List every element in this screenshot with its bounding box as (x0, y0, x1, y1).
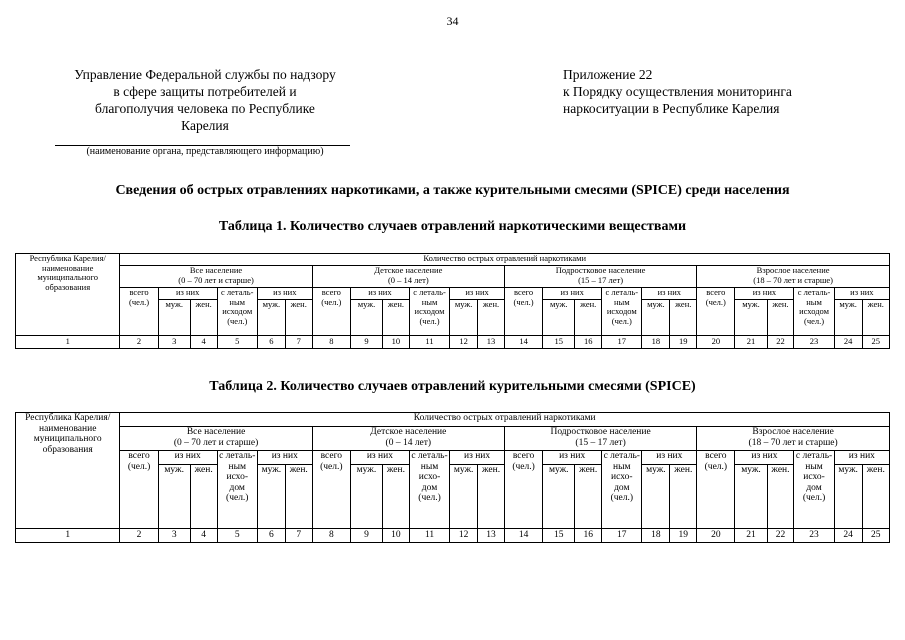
header-line: (чел.) (127, 461, 151, 472)
group-range: (0 – 70 лет и старше) (178, 274, 254, 285)
main-header: Количество острых отравлений наркотиками (120, 254, 890, 266)
female-header: жен. (285, 465, 312, 529)
female-header: жен. (575, 465, 602, 529)
group-header-children (312, 266, 504, 288)
column-number: 24 (834, 529, 862, 543)
header-line: исходом (799, 306, 830, 316)
header-line: наименование (42, 262, 94, 273)
total-header (504, 288, 542, 336)
lethal-header (602, 451, 642, 529)
header-line: ным (805, 461, 823, 472)
header-line: образования (45, 281, 91, 292)
column-number: 2 (120, 529, 158, 543)
column-number: 14 (504, 529, 542, 543)
header-line: (чел.) (610, 493, 633, 503)
of-them-header: из них (735, 451, 794, 465)
group-name: Детское население (374, 265, 443, 275)
group-name: Подростковое население (550, 427, 651, 437)
total-header (697, 288, 735, 336)
header-line: (чел.) (705, 296, 726, 307)
column-number: 19 (670, 336, 697, 349)
column-number: 6 (257, 529, 285, 543)
header-line: ным (613, 296, 630, 307)
header-line: исхо- (611, 472, 633, 482)
male-header: муж. (735, 300, 767, 336)
lethal-header (217, 288, 257, 336)
female-header: жен. (767, 465, 794, 529)
header-line: исходом (414, 306, 445, 316)
main-header: Количество острых отравлений наркотиками (120, 413, 890, 427)
male-header: муж. (642, 300, 670, 336)
header-line: муниципального (33, 434, 102, 444)
group-range: (0 – 14 лет) (385, 437, 432, 448)
header-line: (чел.) (226, 493, 249, 503)
group-name: Взрослое население (756, 265, 830, 275)
column-number: 13 (478, 336, 505, 349)
appendix-line: к Порядку осуществления мониторинга (563, 84, 792, 99)
column-number: 5 (217, 529, 257, 543)
header-line: всего (514, 287, 534, 297)
male-header: муж. (834, 465, 862, 529)
male-header: муж. (158, 300, 190, 336)
of-them-header: из них (543, 288, 602, 300)
header-line: (чел.) (512, 461, 535, 472)
group-header-teens (504, 427, 696, 451)
header-line: с леталь- (605, 287, 639, 297)
column-number: 13 (478, 529, 505, 543)
header-line: всего (128, 451, 150, 461)
header-line: (чел.) (129, 296, 150, 307)
column-number: 20 (697, 529, 735, 543)
lethal-header (794, 288, 834, 336)
column-number: 20 (697, 336, 735, 349)
male-header: муж. (450, 465, 478, 529)
header-line: исходом (606, 306, 637, 316)
total-header (697, 451, 735, 529)
column-number: 21 (735, 529, 767, 543)
header-line: всего (706, 287, 726, 297)
male-header: муж. (350, 465, 382, 529)
header-line: всего (321, 287, 341, 297)
header-line: дом (229, 482, 245, 493)
column-number: 15 (543, 336, 575, 349)
group-range: (18 – 70 лет и старше) (748, 437, 838, 448)
male-header: муж. (350, 300, 382, 336)
header-line: ным (229, 296, 246, 307)
column-number: 16 (575, 529, 602, 543)
header-line: с леталь- (603, 451, 640, 461)
header-line: с леталь- (219, 451, 256, 461)
male-header: муж. (735, 465, 767, 529)
column-number: 1 (16, 529, 120, 543)
table-2-title: Таблица 2. Количество случаев отравлений курительными смесями (SPICE) (209, 379, 696, 394)
header-line: (чел.) (804, 315, 825, 326)
header-line: дом (614, 482, 630, 493)
appendix-reference (563, 66, 883, 117)
column-number: 14 (504, 336, 542, 349)
group-name: Все население (189, 265, 243, 275)
column-number: 1 (16, 336, 120, 349)
column-number: 9 (350, 336, 382, 349)
group-name: Подростковое население (555, 265, 646, 275)
appendix-line: Приложение 22 (563, 67, 653, 82)
of-them-header: из них (257, 288, 312, 300)
total-header (312, 288, 350, 336)
female-header: жен. (285, 300, 312, 336)
lethal-header (409, 451, 449, 529)
header-line: (чел.) (611, 315, 632, 326)
group-header-teens (504, 266, 696, 288)
column-number: 22 (767, 336, 794, 349)
region-header (16, 413, 120, 529)
column-number: 23 (794, 529, 834, 543)
group-header-all (120, 266, 312, 288)
group-name: Взрослое население (752, 427, 834, 437)
total-header (120, 451, 158, 529)
of-them-header: из них (642, 451, 697, 465)
header-line: ным (228, 461, 246, 472)
group-header-all (120, 427, 312, 451)
header-line: (чел.) (227, 315, 248, 326)
header-line: всего (129, 287, 149, 297)
group-header-children (312, 427, 504, 451)
female-header: жен. (670, 465, 697, 529)
header-line: исхо- (418, 472, 441, 482)
organization-line: Управление Федеральной службы по надзору (74, 67, 336, 82)
of-them-header: из них (158, 451, 217, 465)
column-number: 4 (190, 529, 217, 543)
of-them-header: из них (543, 451, 602, 465)
of-them-header: из них (735, 288, 794, 300)
page-number: 34 (446, 14, 459, 28)
lethal-header (217, 451, 257, 529)
female-header: жен. (190, 465, 217, 529)
male-header: муж. (834, 300, 862, 336)
organization-line: благополучия человека по Республике (95, 101, 315, 116)
total-header (312, 451, 350, 529)
header-line: исходом (222, 306, 253, 316)
column-number: 7 (285, 336, 312, 349)
male-header: муж. (257, 300, 285, 336)
header-line: всего (512, 451, 535, 461)
header-line: с леталь- (413, 287, 446, 297)
column-number: 22 (767, 529, 794, 543)
group-header-adults (697, 266, 890, 288)
group-name: Детское население (370, 427, 447, 437)
column-number: 23 (794, 336, 834, 349)
of-them-header: из них (350, 451, 409, 465)
female-header: жен. (862, 465, 889, 529)
header-line: исхо- (226, 472, 248, 482)
header-line: (чел.) (704, 461, 728, 472)
group-header-adults (697, 427, 890, 451)
table-2 (15, 412, 890, 543)
header-line: (чел.) (513, 296, 534, 307)
column-number: 9 (350, 529, 382, 543)
header-line: (чел.) (320, 461, 343, 472)
of-them-header: из них (642, 288, 697, 300)
header-line: Республика Карелия/ (29, 253, 106, 263)
column-number: 17 (602, 336, 642, 349)
group-range: (0 – 70 лет и старше) (173, 437, 259, 448)
of-them-header: из них (834, 288, 889, 300)
header-line: всего (705, 451, 727, 461)
female-header: жен. (575, 300, 602, 336)
female-header: жен. (478, 465, 505, 529)
header-line: исхо- (803, 472, 825, 482)
male-header: муж. (158, 465, 190, 529)
column-number: 18 (642, 336, 670, 349)
column-number: 18 (642, 529, 670, 543)
organization-line: Карелия (181, 118, 229, 133)
of-them-header: из них (450, 451, 505, 465)
female-header: жен. (767, 300, 794, 336)
of-them-header: из них (450, 288, 505, 300)
column-number: 10 (382, 529, 409, 543)
column-number: 3 (158, 336, 190, 349)
organization-caption: (наименование органа, представляющего информацию) (86, 146, 324, 157)
male-header: муж. (450, 300, 478, 336)
header-line: ным (613, 461, 631, 472)
header-line: ным (420, 461, 439, 472)
header-line: (чел.) (418, 493, 441, 503)
group-range: (0 – 14 лет) (387, 274, 429, 285)
of-them-header: из них (158, 288, 217, 300)
header-line: (чел.) (802, 493, 826, 503)
column-number: 25 (862, 336, 889, 349)
female-header: жен. (382, 465, 409, 529)
column-number: 16 (575, 336, 602, 349)
column-number: 8 (312, 336, 350, 349)
header-line: с леталь- (795, 451, 833, 461)
female-header: жен. (478, 300, 505, 336)
header-line: муниципального (37, 272, 99, 282)
group-name: Все население (186, 427, 246, 437)
column-number: 21 (735, 336, 767, 349)
header-line: дом (806, 482, 822, 493)
female-header: жен. (670, 300, 697, 336)
table-1-title: Таблица 1. Количество случаев отравлений наркотическими веществами (218, 219, 687, 234)
header-line: с леталь- (797, 287, 831, 297)
column-number: 15 (543, 529, 575, 543)
organization-line: в сфере защиты потребителей и (113, 84, 297, 99)
header-line: наименование (39, 423, 97, 434)
column-number: 10 (382, 336, 409, 349)
of-them-header: из них (257, 451, 312, 465)
header-line: дом (421, 482, 438, 493)
column-number: 24 (834, 336, 862, 349)
male-header: муж. (257, 465, 285, 529)
organization-name (40, 66, 370, 134)
column-number: 12 (450, 336, 478, 349)
column-number: 6 (257, 336, 285, 349)
male-header: муж. (543, 465, 575, 529)
of-them-header: из них (834, 451, 889, 465)
column-number: 3 (158, 529, 190, 543)
lethal-header (602, 288, 642, 336)
column-number: 11 (409, 529, 449, 543)
column-number: 19 (670, 529, 697, 543)
total-header (120, 288, 158, 336)
male-header: муж. (543, 300, 575, 336)
column-number: 7 (285, 529, 312, 543)
group-range: (15 – 17 лет) (575, 437, 626, 448)
lethal-header (794, 451, 834, 529)
column-number: 4 (190, 336, 217, 349)
header-line: образования (42, 444, 93, 455)
column-number: 8 (312, 529, 350, 543)
appendix-line: наркоситуации в Республике Карелия (563, 101, 780, 116)
of-them-header: из них (350, 288, 409, 300)
header-line: Республика Карелия/ (25, 413, 111, 423)
column-number: 12 (450, 529, 478, 543)
female-header: жен. (862, 300, 889, 336)
group-range: (18 – 70 лет и старше) (753, 274, 833, 285)
table-1 (15, 253, 890, 349)
header-line: с леталь- (411, 451, 448, 461)
header-line: (чел.) (321, 296, 342, 307)
column-number: 25 (862, 529, 889, 543)
region-header (16, 254, 120, 336)
column-number: 17 (602, 529, 642, 543)
document-title: Сведения об острых отравлениях наркотиками, а также курительными смесями (SPICE) среди населения (115, 183, 790, 198)
group-range: (15 – 17 лет) (578, 274, 624, 285)
column-number: 11 (409, 336, 449, 349)
header-line: с леталь- (220, 287, 254, 297)
header-line: (чел.) (419, 315, 440, 326)
header-line: ным (421, 296, 438, 307)
column-number: 2 (120, 336, 158, 349)
female-header: жен. (190, 300, 217, 336)
column-number: 5 (217, 336, 257, 349)
header-line: всего (320, 451, 342, 461)
male-header: муж. (642, 465, 670, 529)
header-line: ным (806, 296, 822, 307)
total-header (504, 451, 542, 529)
lethal-header (409, 288, 449, 336)
female-header: жен. (382, 300, 409, 336)
